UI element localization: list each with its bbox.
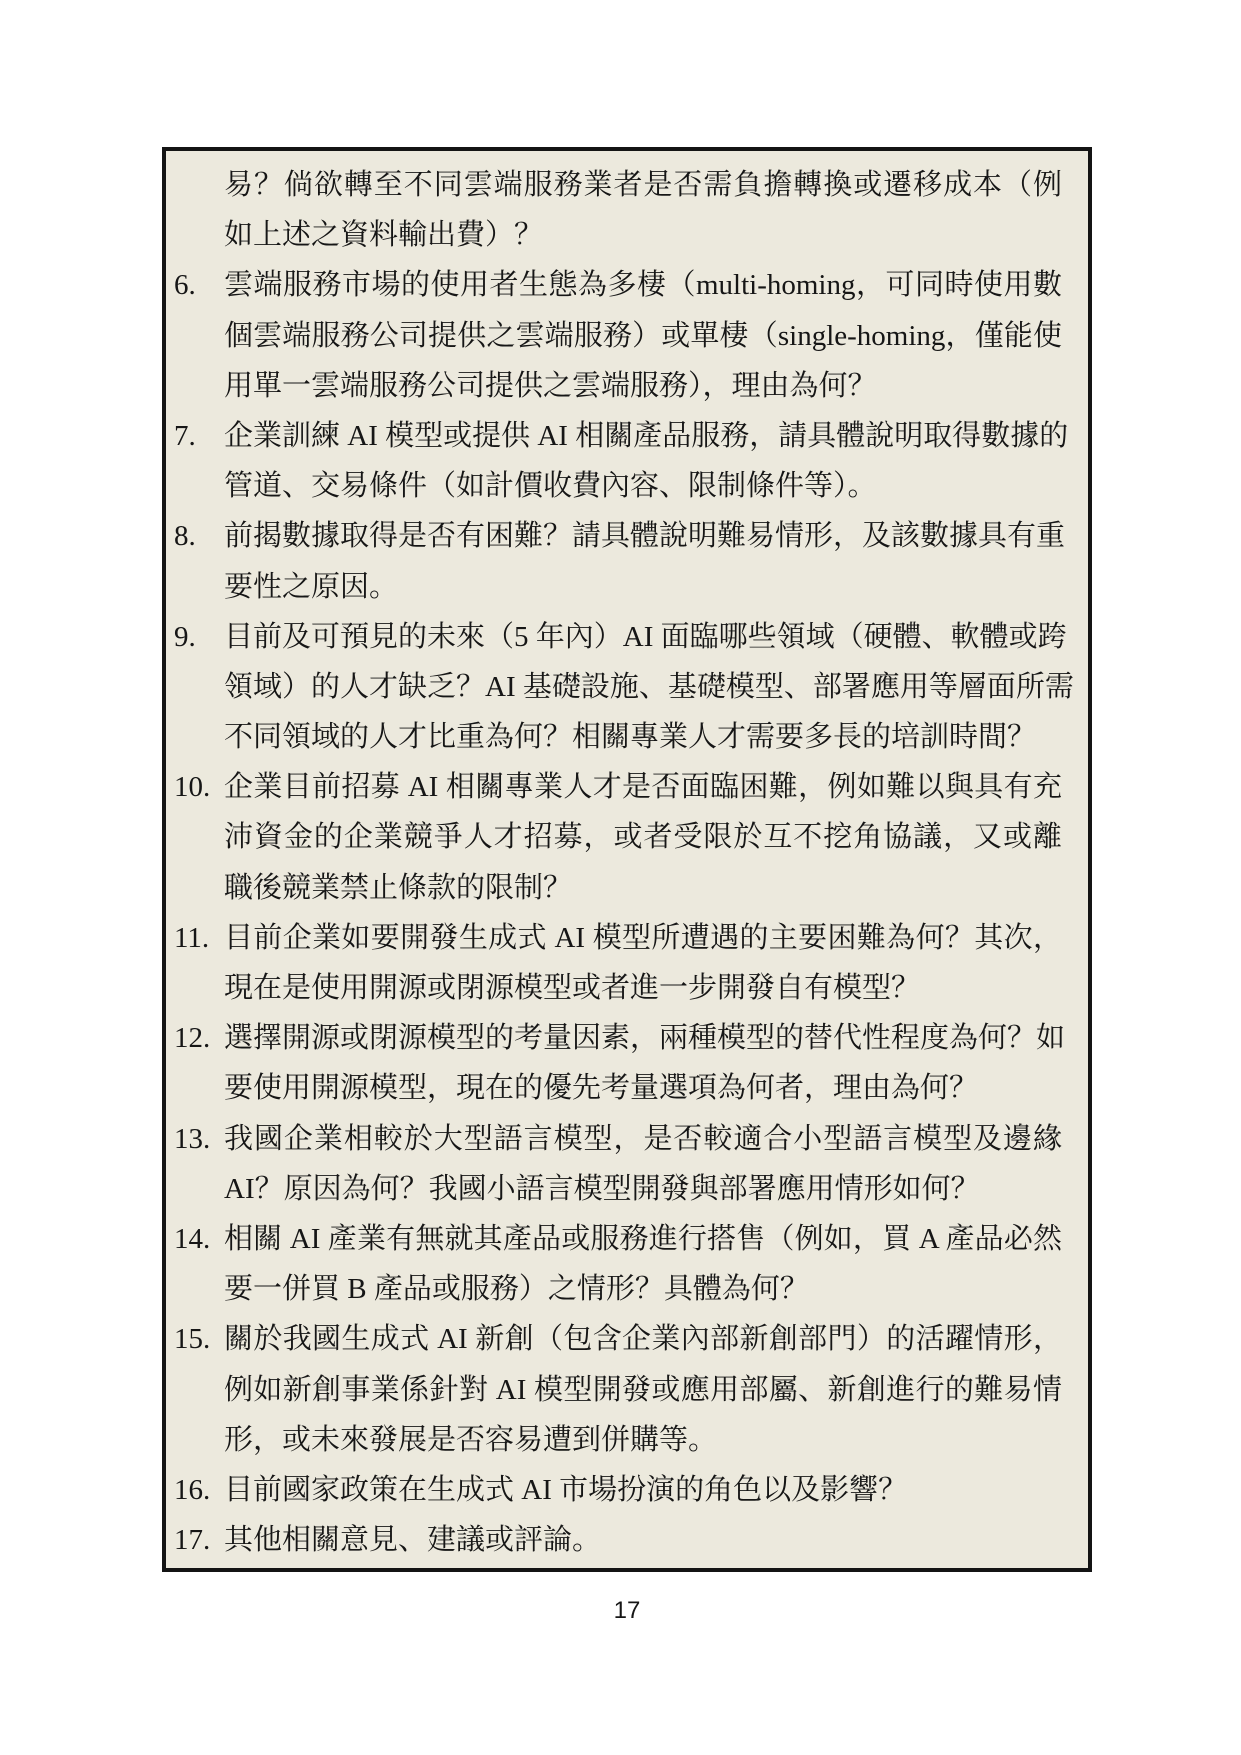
- text-line: 選擇開源或閉源模型的考量因素，兩種模型的替代性程度為何？如: [224, 1022, 1066, 1055]
- text-line: 企業目前招募 AI 相關專業人才是否面臨困難，例如難以與具有充: [224, 771, 1062, 804]
- item-text: [224, 1013, 1066, 1113]
- text-line: 相關 AI 產業有無就其產品或服務進行搭售（例如，買 A 產品必然: [224, 1222, 1062, 1255]
- text-line: 雲端服務市場的使用者生態為多棲（multi-homing，可同時使用數: [224, 269, 1062, 302]
- item-text: [224, 1114, 1062, 1214]
- text-line: 要使用開源模型，現在的優先考量選項為何者，理由為何？: [224, 1072, 979, 1105]
- question-item: [170, 411, 1069, 511]
- item-number: 6.: [174, 269, 196, 302]
- question-item: [170, 762, 1062, 913]
- item-number: 14.: [174, 1222, 211, 1255]
- item-text: [224, 511, 1066, 611]
- text-line: 現在是使用開源或閉源模型或者進一步開發自有模型？: [224, 972, 921, 1004]
- text-line: 要性之原因。: [224, 570, 399, 603]
- item-number: 17.: [174, 1524, 211, 1557]
- text-line: 關於我國生成式 AI 新創（包含企業內部新創部門）的活躍情形，: [224, 1323, 1062, 1356]
- item-text: [224, 1314, 1062, 1465]
- item-text: [224, 612, 1074, 763]
- item-number: 15.: [174, 1323, 211, 1356]
- item-text: [224, 411, 1069, 511]
- question-item: [170, 1214, 1062, 1314]
- item-text: [224, 1515, 1062, 1565]
- item-number: 7.: [174, 419, 196, 452]
- text-line: AI？原因為何？我國小語言模型開發與部署應用情形如何？: [224, 1172, 980, 1205]
- text-line: 沛資金的企業競爭人才招募，或者受限於互不挖角協議，又或離: [224, 821, 1062, 854]
- item-text: [224, 160, 1062, 260]
- item-number: 10.: [174, 771, 211, 804]
- text-line: 管道、交易條件（如計價收費內容、限制條件等）。: [224, 470, 877, 503]
- question-item: [170, 160, 1062, 260]
- item-number: 13.: [174, 1122, 211, 1155]
- question-item: [170, 1314, 1062, 1465]
- text-line: 例如新創事業係針對 AI 模型開發或應用部屬、新創進行的難易情: [224, 1373, 1062, 1406]
- text-line: 如上述之資料輸出費）？: [224, 219, 544, 252]
- text-line: 目前國家政策在生成式 AI 市場扮演的角色以及影響？: [224, 1473, 908, 1506]
- item-text: [224, 762, 1062, 913]
- text-line: 用單一雲端服務公司提供之雲端服務），理由為何？: [224, 369, 877, 402]
- item-number: 16.: [174, 1473, 211, 1506]
- text-line: 易？倘欲轉至不同雲端服務業者是否需負擔轉換或遷移成本（例: [224, 169, 1062, 201]
- question-item: [170, 612, 1074, 763]
- question-item: [170, 1013, 1066, 1113]
- item-text: [224, 260, 1062, 411]
- item-text: [224, 1214, 1062, 1314]
- question-list: [170, 160, 1074, 1565]
- text-line: 其他相關意見、建議或評論。: [224, 1524, 602, 1557]
- question-item: [170, 913, 1062, 1013]
- question-item: [170, 1114, 1062, 1214]
- item-number: 11.: [174, 921, 210, 954]
- text-line: 領域）的人才缺乏？AI 基礎設施、基礎模型、部署應用等層面所需: [224, 670, 1074, 703]
- text-line: 前揭數據取得是否有困難？請具體說明難易情形，及該數據具有重: [224, 520, 1066, 553]
- text-line: 要一併買 B 產品或服務）之情形？具體為何？: [224, 1273, 809, 1306]
- question-item: [170, 511, 1066, 611]
- item-text: [224, 913, 1062, 1013]
- item-text: [224, 1465, 1062, 1515]
- text-line: 個雲端服務公司提供之雲端服務）或單棲（single-homing，僅能使: [224, 319, 1062, 352]
- text-line: 企業訓練 AI 模型或提供 AI 相關產品服務，請具體說明取得數據的: [224, 419, 1069, 452]
- item-number: 8.: [174, 520, 196, 553]
- text-line: 不同領域的人才比重為何？相關專業人才需要多長的培訓時間？: [224, 721, 1037, 754]
- question-item: [170, 1465, 1062, 1515]
- item-number: 12.: [174, 1022, 211, 1055]
- text-line: 目前及可預見的未來（5 年內）AI 面臨哪些領域（硬體、軟體或跨: [224, 620, 1067, 653]
- item-number: 9.: [174, 620, 196, 653]
- text-line: 職後競業禁止條款的限制？: [224, 871, 573, 904]
- questionnaire-box: [162, 147, 1092, 1572]
- text-line: 目前企業如要開發生成式 AI 模型所遭遇的主要困難為何？其次，: [224, 921, 1062, 954]
- text-line: 我國企業相較於大型語言模型，是否較適合小型語言模型及邊緣: [224, 1122, 1062, 1155]
- question-item: [170, 260, 1062, 411]
- text-line: 形，或未來發展是否容易遭到併購等。: [224, 1423, 718, 1456]
- page-number: 17: [613, 1597, 641, 1624]
- question-item: [170, 1515, 1062, 1565]
